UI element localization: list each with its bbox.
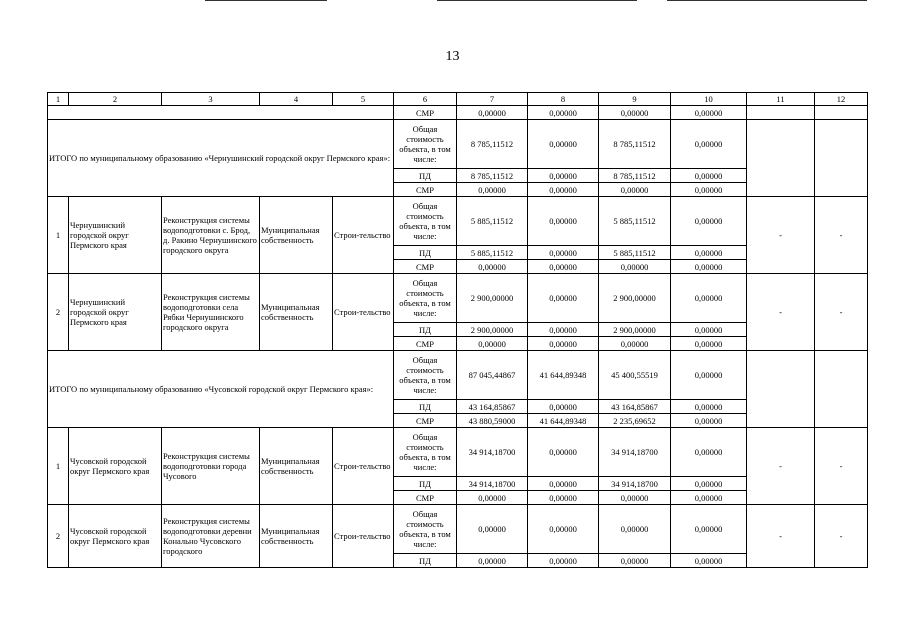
value-cell: 0,00000	[671, 323, 747, 337]
cost-type-cell: СМР	[394, 414, 457, 428]
work-type-cell: Строи-тельство	[333, 428, 394, 505]
value-cell: 0,00000	[671, 169, 747, 183]
value-cell: 0,00000	[671, 414, 747, 428]
value-cell: 0,00000	[671, 491, 747, 505]
value-cell: 0,00000	[528, 183, 599, 197]
work-type-cell: Строи-тельство	[333, 274, 394, 351]
value-cell: 0,00000	[671, 106, 747, 120]
value-cell: 2 900,00000	[599, 323, 671, 337]
header-cell: 10	[671, 93, 747, 106]
table-row	[48, 505, 868, 554]
cost-type-cell: ПД	[394, 477, 457, 491]
value-cell: 0,00000	[671, 197, 747, 246]
table-row	[48, 274, 868, 323]
value-cell: 41 644,89348	[528, 414, 599, 428]
value-cell: 8 785,11512	[457, 120, 528, 169]
value-cell: 0,00000	[671, 120, 747, 169]
total-label: ИТОГО по муниципальному образованию «Чусовской городской округ Пермского края»:	[48, 351, 394, 428]
ownership-cell: Муниципальная собственность	[260, 197, 333, 274]
row-number: 2	[48, 274, 69, 351]
value-cell: 0,00000	[528, 106, 599, 120]
header-cell: 7	[457, 93, 528, 106]
empty-cell	[747, 106, 815, 120]
value-cell: 41 644,89348	[528, 351, 599, 400]
value-cell: 0,00000	[528, 197, 599, 246]
value-cell: 0,00000	[457, 337, 528, 351]
page-number: 13	[445, 49, 460, 64]
dash-cell: -	[747, 505, 815, 568]
value-cell: 0,00000	[671, 274, 747, 323]
value-cell: 0,00000	[599, 491, 671, 505]
ownership-cell: Муниципальная собственность	[260, 505, 333, 568]
header-cell: 1	[48, 93, 69, 106]
value-cell: 34 914,18700	[599, 477, 671, 491]
value-cell: 0,00000	[599, 260, 671, 274]
value-cell: 0,00000	[457, 491, 528, 505]
object-name-cell: Реконструкция системы водоподготовки деревни Конально Чусовского городского	[162, 505, 260, 568]
value-cell: 0,00000	[528, 477, 599, 491]
cost-type-cell: СМР	[394, 491, 457, 505]
empty-cell	[48, 106, 394, 120]
value-cell: 8 785,11512	[457, 169, 528, 183]
value-cell: 0,00000	[457, 505, 528, 554]
value-cell: 0,00000	[671, 337, 747, 351]
dash-cell: -	[747, 274, 815, 351]
value-cell: 0,00000	[671, 246, 747, 260]
value-cell: 5 885,11512	[457, 246, 528, 260]
value-cell: 0,00000	[457, 554, 528, 568]
dash-cell: -	[815, 505, 868, 568]
row-number: 2	[48, 505, 69, 568]
value-cell: 0,00000	[457, 106, 528, 120]
value-cell: 34 914,18700	[599, 428, 671, 477]
table-row	[48, 106, 868, 120]
value-cell: 0,00000	[457, 260, 528, 274]
empty-cell	[747, 120, 815, 197]
value-cell: 5 885,11512	[457, 197, 528, 246]
header-cell: 8	[528, 93, 599, 106]
cost-type-cell: СМР	[394, 337, 457, 351]
work-type-cell: Строи-тельство	[333, 197, 394, 274]
table-row	[48, 428, 868, 477]
value-cell: 0,00000	[528, 323, 599, 337]
header-cell: 6	[394, 93, 457, 106]
empty-cell	[747, 351, 815, 428]
dash-cell: -	[815, 197, 868, 274]
value-cell: 0,00000	[528, 337, 599, 351]
value-cell: 2 235,69652	[599, 414, 671, 428]
cost-type-cell: ПД	[394, 169, 457, 183]
cost-type-cell: Общая стоимость объекта, в том числе:	[394, 505, 457, 554]
value-cell: 5 885,11512	[599, 246, 671, 260]
dash-cell: -	[815, 274, 868, 351]
value-cell: 0,00000	[528, 246, 599, 260]
table-row	[48, 351, 868, 400]
value-cell: 0,00000	[457, 183, 528, 197]
object-name-cell: Реконструкция системы водоподготовки села Рябки Чернушинского городского округа	[162, 274, 260, 351]
value-cell: 0,00000	[599, 505, 671, 554]
value-cell: 0,00000	[671, 400, 747, 414]
empty-cell	[815, 106, 868, 120]
value-cell: 0,00000	[528, 274, 599, 323]
municipality-cell: Чусовской городской округ Пермского края	[69, 505, 162, 568]
value-cell: 2 900,00000	[599, 274, 671, 323]
value-cell: 0,00000	[528, 120, 599, 169]
dash-cell: -	[747, 428, 815, 505]
cost-type-cell: ПД	[394, 400, 457, 414]
value-cell: 0,00000	[528, 260, 599, 274]
work-type-cell: Строи-тельство	[333, 505, 394, 568]
cost-type-cell: ПД	[394, 554, 457, 568]
table-row	[48, 120, 868, 169]
value-cell: 0,00000	[671, 351, 747, 400]
top-rule-right	[667, 0, 867, 1]
dash-cell: -	[815, 428, 868, 505]
header-row	[48, 93, 868, 106]
table-row	[48, 197, 868, 246]
value-cell: 34 914,18700	[457, 477, 528, 491]
cost-type-cell: СМР	[394, 183, 457, 197]
header-cell: 9	[599, 93, 671, 106]
value-cell: 0,00000	[671, 505, 747, 554]
top-rule-left	[205, 0, 327, 1]
municipality-cell: Чернушинский городской округ Пермского края	[69, 274, 162, 351]
cost-type-cell: Общая стоимость объекта, в том числе:	[394, 274, 457, 323]
total-label: ИТОГО по муниципальному образованию «Чернушинский городской округ Пермского края»:	[48, 120, 394, 197]
cost-type-cell: Общая стоимость объекта, в том числе:	[394, 197, 457, 246]
row-number: 1	[48, 428, 69, 505]
dash-cell: -	[747, 197, 815, 274]
header-cell: 3	[162, 93, 260, 106]
object-name-cell: Реконструкция системы водоподготовки с. Брод, д. Ракино Чернушинского городского округа	[162, 197, 260, 274]
header-cell: 11	[747, 93, 815, 106]
municipality-cell: Чернушинский городской округ Пермского края	[69, 197, 162, 274]
ownership-cell: Муниципальная собственность	[260, 428, 333, 505]
value-cell: 43 164,85867	[599, 400, 671, 414]
cost-type-cell: Общая стоимость объекта, в том числе:	[394, 428, 457, 477]
value-cell: 0,00000	[599, 183, 671, 197]
value-cell: 0,00000	[528, 169, 599, 183]
value-cell: 8 785,11512	[599, 169, 671, 183]
cost-type-cell: Общая стоимость объекта, в том числе:	[394, 351, 457, 400]
value-cell: 0,00000	[671, 428, 747, 477]
header-cell: 2	[69, 93, 162, 106]
row-number: 1	[48, 197, 69, 274]
value-cell: 0,00000	[599, 337, 671, 351]
header-cell: 5	[333, 93, 394, 106]
value-cell: 0,00000	[528, 491, 599, 505]
value-cell: 5 885,11512	[599, 197, 671, 246]
value-cell: 2 900,00000	[457, 274, 528, 323]
value-cell: 0,00000	[671, 260, 747, 274]
cost-type-cell: ПД	[394, 246, 457, 260]
header-cell: 12	[815, 93, 868, 106]
cost-type-cell: СМР	[394, 106, 457, 120]
empty-cell	[815, 351, 868, 428]
value-cell: 43 164,85867	[457, 400, 528, 414]
cost-type-cell: Общая стоимость объекта, в том числе:	[394, 120, 457, 169]
municipality-cell: Чусовской городской округ Пермского края	[69, 428, 162, 505]
header-cell: 4	[260, 93, 333, 106]
ownership-cell: Муниципальная собственность	[260, 274, 333, 351]
value-cell: 0,00000	[599, 106, 671, 120]
value-cell: 0,00000	[671, 183, 747, 197]
value-cell: 2 900,00000	[457, 323, 528, 337]
value-cell: 0,00000	[528, 428, 599, 477]
top-rule-middle	[437, 0, 637, 1]
value-cell: 45 400,55519	[599, 351, 671, 400]
value-cell: 0,00000	[671, 554, 747, 568]
cost-type-cell: СМР	[394, 260, 457, 274]
value-cell: 0,00000	[528, 400, 599, 414]
value-cell: 8 785,11512	[599, 120, 671, 169]
empty-cell	[815, 120, 868, 197]
value-cell: 34 914,18700	[457, 428, 528, 477]
funding-table	[47, 92, 868, 568]
value-cell: 87 045,44867	[457, 351, 528, 400]
cost-type-cell: ПД	[394, 323, 457, 337]
value-cell: 0,00000	[671, 477, 747, 491]
object-name-cell: Реконструкция системы водоподготовки города Чусового	[162, 428, 260, 505]
value-cell: 0,00000	[528, 505, 599, 554]
value-cell: 43 880,59000	[457, 414, 528, 428]
value-cell: 0,00000	[528, 554, 599, 568]
value-cell: 0,00000	[599, 554, 671, 568]
